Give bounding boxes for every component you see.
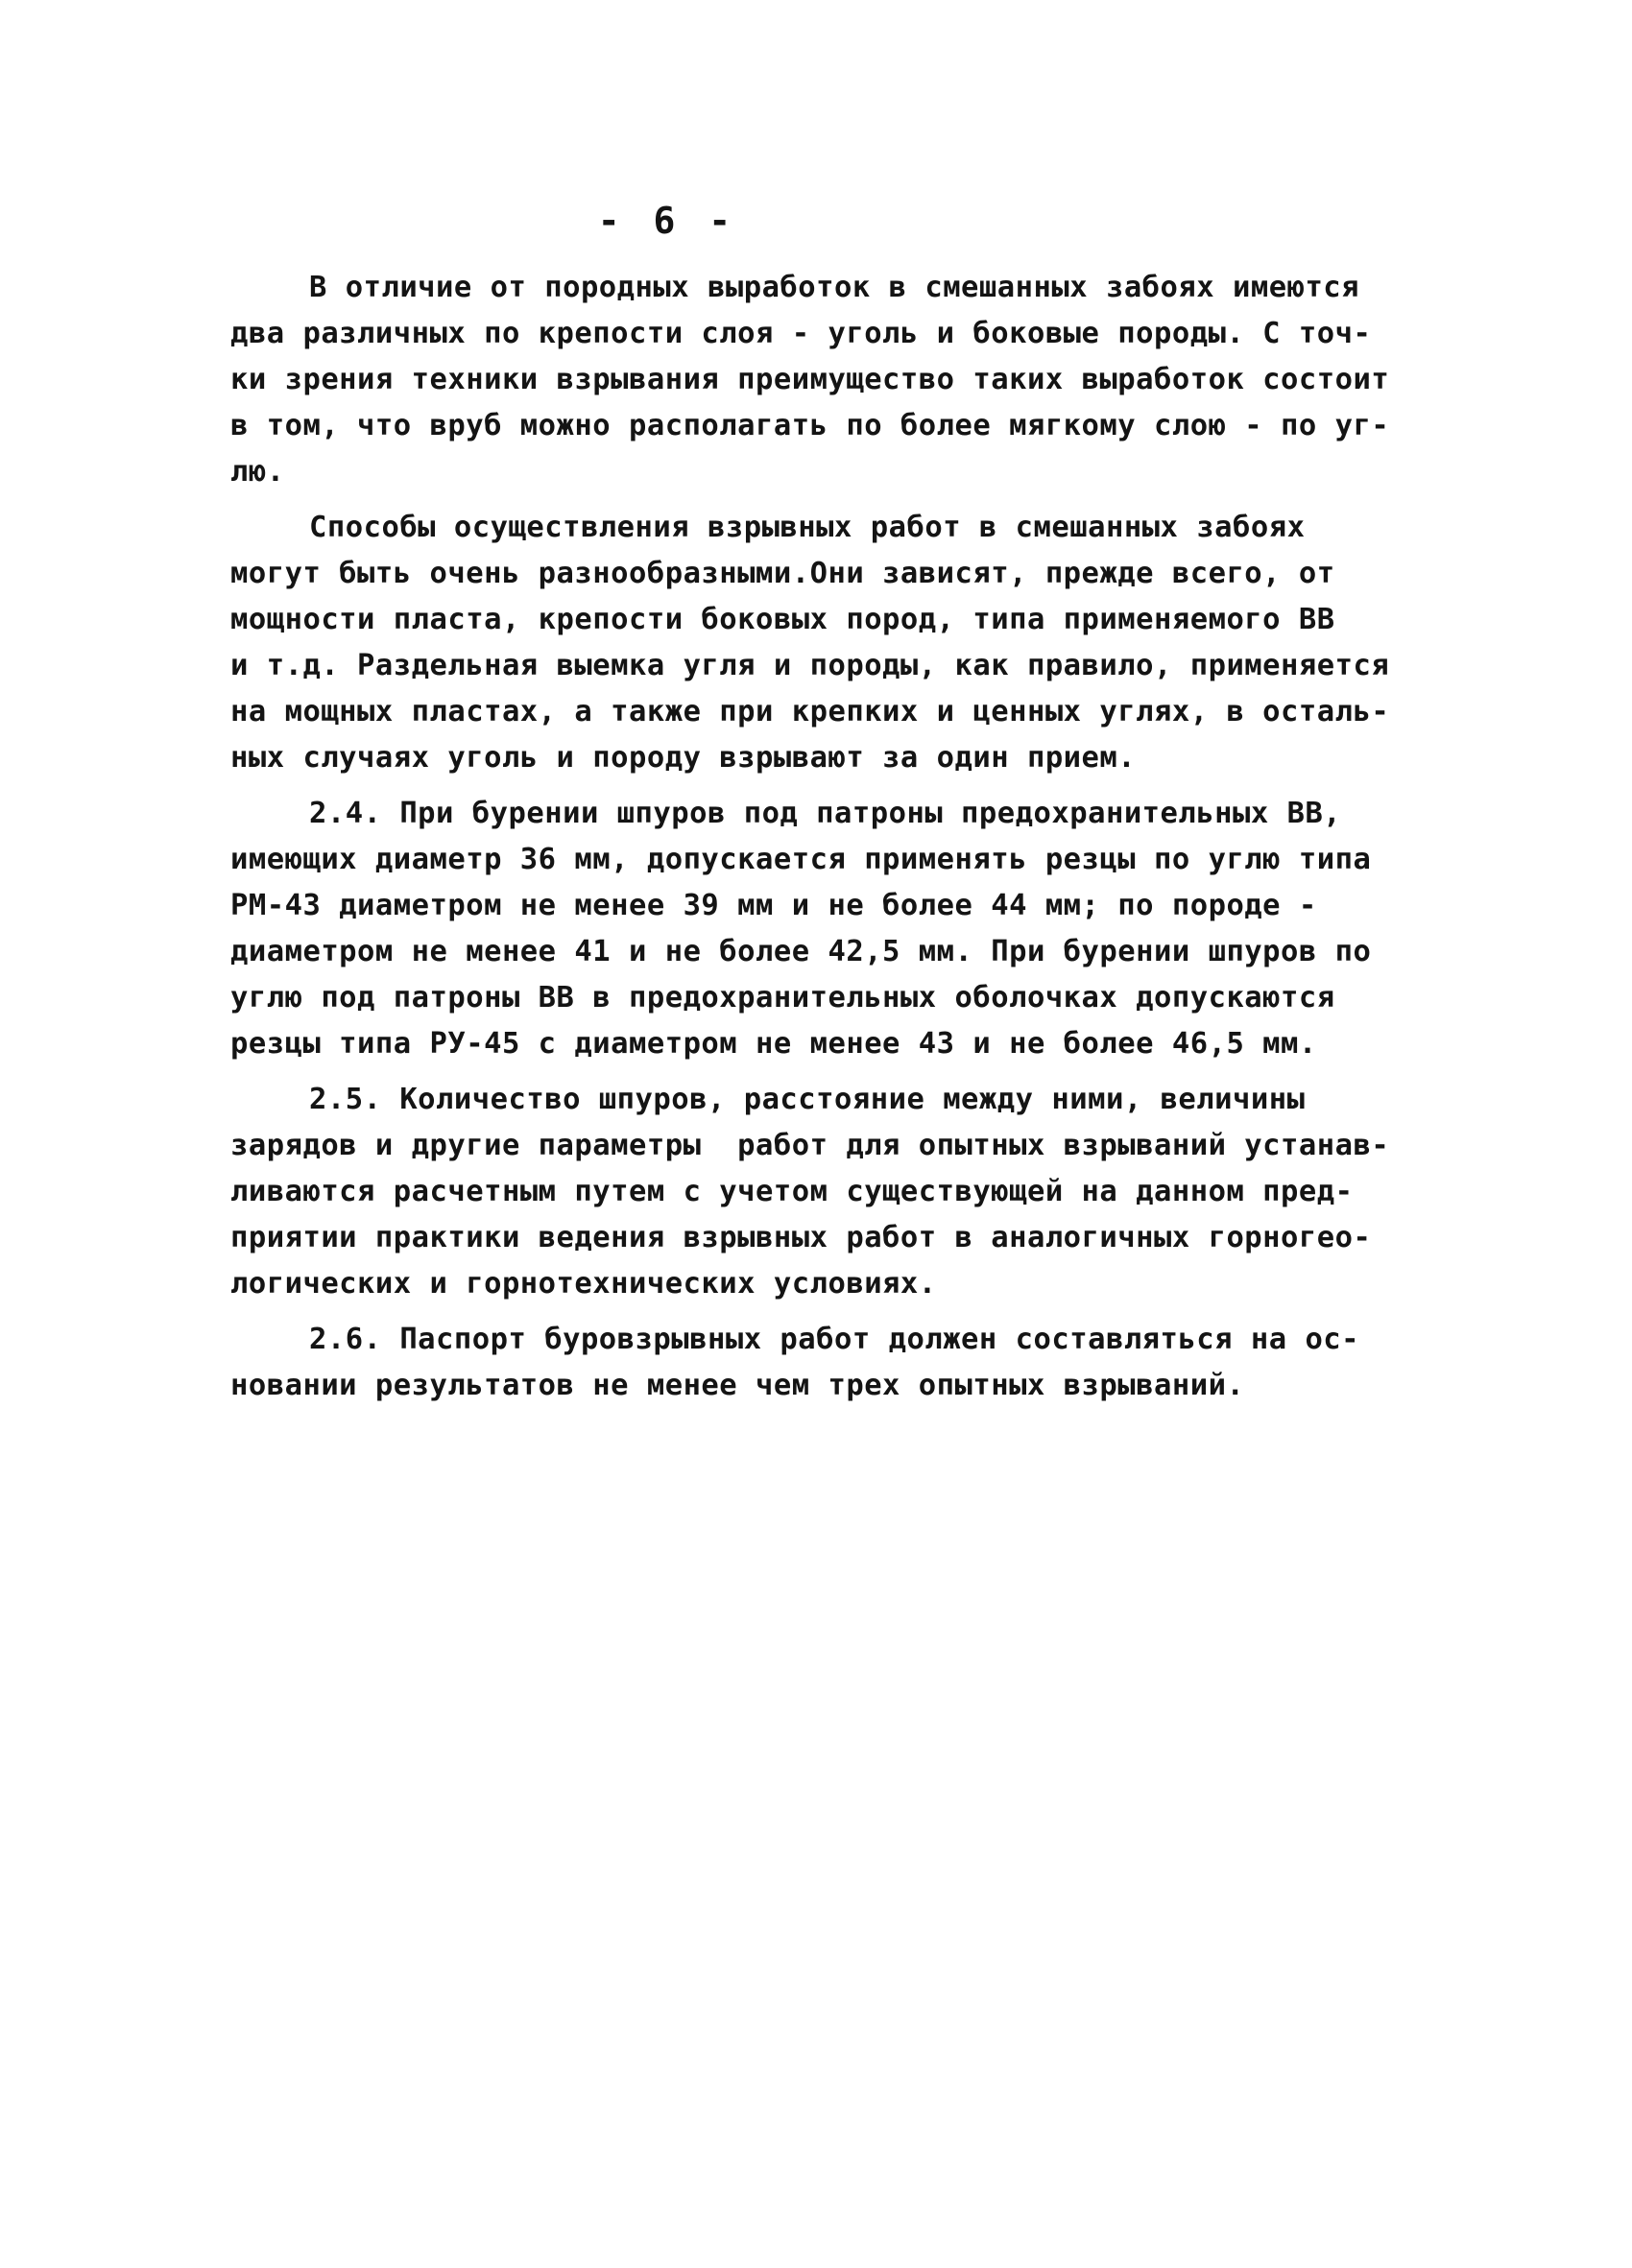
text-line: ливаются расчетным путем с учетом существующей на данном пред-	[230, 1175, 1354, 1208]
paragraph-2-5	[230, 1077, 1421, 1307]
text-line: могут быть очень разнообразными.Они зависят, прежде всего, от	[230, 557, 1335, 590]
text-line: лю.	[230, 455, 285, 489]
text-line: логических и горнотехнических условиях.	[230, 1267, 937, 1301]
text-line: приятии практики ведения взрывных работ в аналогичных горногео-	[230, 1221, 1372, 1254]
text-line: ных случаях уголь и породу взрывают за один прием.	[230, 741, 1137, 775]
paragraph-2-6	[230, 1317, 1421, 1409]
text-line: 2.4. При бурении шпуров под патроны предохранительных ВВ,	[309, 797, 1342, 830]
text-line: диаметром не менее 41 и не более 42,5 мм. При бурении шпуров по	[230, 935, 1372, 968]
text-line: Способы осуществления взрывных работ в смешанных забоях	[309, 511, 1306, 544]
text-line: зарядов и другие параметры работ для опытных взрываний устанав-	[230, 1129, 1390, 1162]
text-line: 2.6. Паспорт буровзрывных работ должен составляться на ос-	[309, 1323, 1360, 1356]
text-line: и т.д. Раздельная выемка угля и породы, как правило, применяется	[230, 649, 1390, 682]
paragraph-intro	[230, 265, 1421, 495]
body-text	[230, 265, 1421, 1419]
text-line: в том, что вруб можно располагать по более мягкому слою - по уг-	[230, 409, 1390, 442]
text-line: два различных по крепости слоя - уголь и боковые породы. С точ-	[230, 317, 1372, 350]
text-line: 2.5. Количество шпуров, расстояние между ними, величины	[309, 1083, 1306, 1116]
text-line: на мощных пластах, а также при крепких и ценных углях, в осталь-	[230, 695, 1390, 728]
text-line: новании результатов не менее чем трех опытных взрываний.	[230, 1369, 1245, 1402]
text-line: имеющих диаметр 36 мм, допускается применять резцы по углю типа	[230, 843, 1372, 876]
text-line: мощности пласта, крепости боковых пород, типа применяемого ВВ	[230, 603, 1335, 636]
text-line: углю под патроны ВВ в предохранительных оболочках допускаются	[230, 981, 1335, 1015]
text-line: В отличие от породных выработок в смешанных забоях имеются	[309, 271, 1360, 304]
paragraph-2-4	[230, 791, 1421, 1067]
text-line: резцы типа РУ-45 с диаметром не менее 43 и не более 46,5 мм.	[230, 1027, 1317, 1061]
text-line: РМ-43 диаметром не менее 39 мм и не более 44 мм; по породе -	[230, 889, 1317, 922]
page-number: - 6 -	[597, 200, 737, 242]
text-line: ки зрения техники взрывания преимущество таких выработок состоит	[230, 363, 1390, 396]
paragraph-methods	[230, 505, 1421, 781]
